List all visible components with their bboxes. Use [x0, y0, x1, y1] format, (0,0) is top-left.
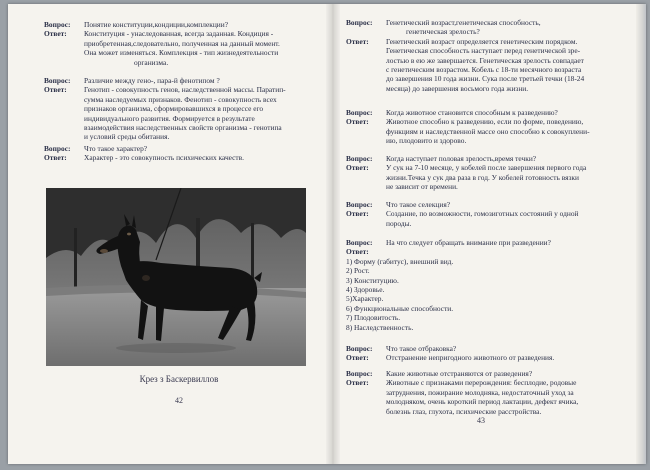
qa-block — [346, 344, 616, 363]
answer-line: приобретенная,следовательно, полученная на данный момент. — [84, 38, 280, 48]
question-label: Вопрос: — [346, 344, 373, 353]
question-label: Вопрос: — [346, 200, 373, 209]
qa-block — [346, 369, 616, 416]
list-item: 4) Здоровье. — [346, 285, 385, 295]
answer-line: Отстранение непригодного животного от разведения. — [386, 353, 555, 363]
list-item: 7) Плодовитость. — [346, 313, 401, 323]
answer-line: индивидуального развития. Формируется в результате — [84, 113, 255, 123]
qa-block — [44, 76, 314, 142]
answer-label: Ответ: — [346, 247, 369, 257]
qa-block — [44, 144, 314, 163]
list-item: 1) Форму (габитус), внешний вид. — [346, 256, 454, 266]
answer-label: Ответ: — [346, 117, 369, 127]
question-text: Понятие конституции,кондиции,комплекции? — [84, 20, 228, 29]
answer-label: Ответ: — [346, 209, 369, 219]
page-43 — [346, 4, 616, 464]
book-spread — [8, 4, 646, 464]
list-item: 2) Рост. — [346, 266, 370, 276]
answer-line: породы. — [386, 218, 412, 228]
page-42 — [44, 4, 314, 464]
question-label: Вопрос: — [346, 18, 373, 27]
qa-block — [346, 108, 616, 146]
dog-photo — [46, 188, 306, 366]
question-text: Когда животное становится способным к разведению? — [386, 108, 558, 117]
question-text: Различие между гено-, пара-й фенотипом ? — [84, 76, 220, 85]
answer-label: Ответ: — [44, 85, 67, 95]
qa-block — [346, 238, 616, 332]
question-text: Какие животные отстраняются от разведения? — [386, 369, 533, 378]
list-item: 6) Функциональные способности. — [346, 303, 454, 313]
page-number: 43 — [477, 416, 485, 425]
answer-line: болезнь глаз, глухота, психические расстройства. — [386, 406, 542, 416]
answer-line: затруднения, пожирание молодняка, недостаточный уход за — [386, 387, 574, 397]
question-label: Вопрос: — [346, 238, 373, 247]
list-item: 3) Конституцию. — [346, 275, 399, 285]
question-label: Вопрос: — [44, 76, 71, 85]
question-label: Вопрос: — [346, 108, 373, 117]
answer-label: Ответ: — [346, 378, 369, 388]
answer-line: взаимодействия наследственных свойств организма - генотипа — [84, 123, 282, 133]
question-text: На что следует обращать внимание при разведении? — [386, 238, 551, 247]
answer-label: Ответ: — [44, 29, 67, 39]
answer-line: до завершения 10 года жизни. Сука после третьей течки (18-24 — [386, 74, 585, 84]
answer-line: организма. — [134, 57, 169, 67]
answer-line: не зависит от времени. — [386, 182, 458, 192]
answer-line: сумма наследуемых признаков. Фенотип - совокупность всех — [84, 94, 277, 104]
question-label: Вопрос: — [44, 20, 71, 29]
page-edge — [636, 4, 646, 464]
question-label: Вопрос: — [346, 369, 373, 378]
qa-block — [346, 18, 616, 93]
qa-block — [346, 200, 616, 228]
question-text: Генетический возраст,генетическая способность, — [386, 18, 541, 27]
answer-line: Создание, по возможности, гомозиготных состояний у одной — [386, 209, 579, 219]
question-label: Вопрос: — [44, 144, 71, 153]
answer-line: У сук на 7-10 месяце, у кобелей после завершения первого года — [386, 163, 587, 173]
answer-line: ию, плодовито и здорово. — [386, 136, 467, 146]
breeding-criteria-list — [346, 257, 616, 332]
answer-label: Ответ: — [346, 353, 369, 363]
question-text: Что такое характер? — [84, 144, 148, 153]
question-text: Что такое отбраковка? — [386, 344, 457, 353]
photo-caption: Крез з Баскервиллов — [139, 374, 219, 384]
qa-block — [346, 154, 616, 192]
answer-line: Она может изменяться. Комплекция - тип жизнедеятельности — [84, 48, 279, 58]
answer-label: Ответ: — [44, 153, 67, 163]
list-item: 5)Характер. — [346, 294, 384, 304]
answer-line: молодняком, очень короткий период лактации, дефект ячика, — [386, 397, 579, 407]
answer-label: Ответ: — [346, 163, 369, 173]
answer-line: Генетическая способность наступает перед генетической зре- — [386, 46, 581, 56]
answer-line: Животные с признаками перерождения: бесплодие, родовые — [386, 378, 577, 388]
answer-line: Генетический возраст определяется генетическим порядком. — [386, 36, 578, 46]
page-number: 42 — [175, 396, 183, 405]
question-label: Вопрос: — [346, 154, 373, 163]
qa-block — [44, 20, 314, 67]
answer-line: Характер - это совокупность психических качеств. — [84, 153, 244, 163]
question-text: Что такое селекция? — [386, 200, 451, 209]
answer-line: Генотип - совокупность генов, наследственной массы. Паратип- — [84, 85, 286, 95]
answer-line: месяца) до завершения восьмого года жизни. — [386, 83, 529, 93]
question-text-cont: генетическая зрелость? — [406, 27, 480, 37]
answer-line: признаков организма, сформировавшихся в процессе его — [84, 104, 264, 114]
question-text: Когда наступает половая зрелость,время течки? — [386, 154, 537, 163]
answer-line: и условий среды обитания. — [84, 132, 170, 142]
answer-line: с генетическим возрастом. Кобель с 18-ти месячного возраста — [386, 65, 582, 75]
doberman-image — [46, 188, 306, 366]
book-gutter — [326, 4, 340, 464]
answer-line: Животное способно к разведению, если по форме, поведению, — [386, 117, 584, 127]
list-item: 8) Наследственность. — [346, 322, 414, 332]
answer-label: Ответ: — [346, 36, 369, 46]
answer-line: функциям и наследственной массе оно способно к совокуплени- — [386, 126, 590, 136]
answer-line: жизни.Течка у сук два раза в год. У кобелей готовность вязки — [386, 172, 579, 182]
answer-line: лостью в ею же завершается. Генетическая зрелость совпадает — [386, 55, 584, 65]
answer-line: Конституция - унаследованная, всегда заданная. Кондиция - — [84, 29, 274, 39]
